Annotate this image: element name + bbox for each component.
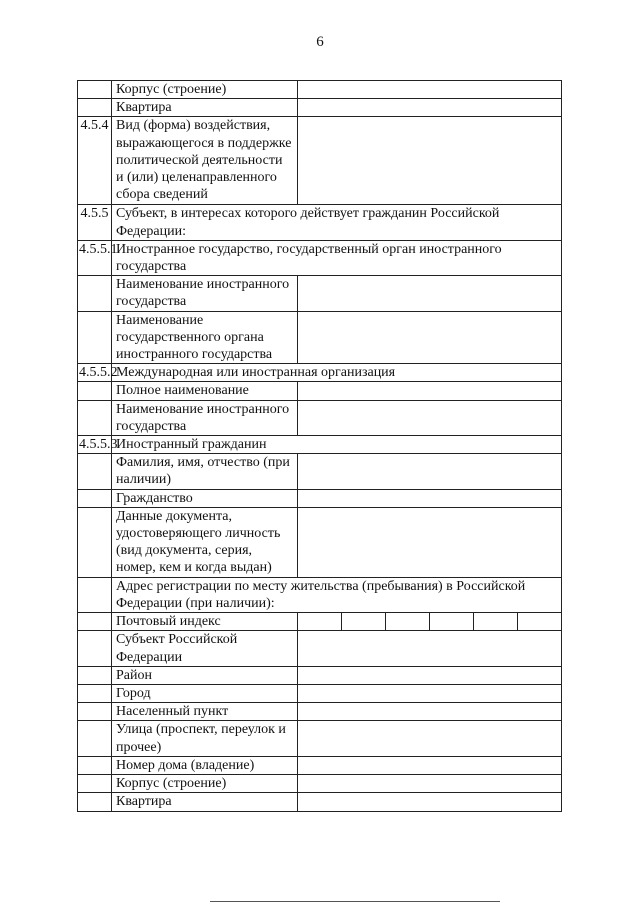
page-bottom-divider bbox=[210, 901, 500, 902]
foreign-state-name-field-2[interactable] bbox=[298, 400, 562, 435]
number-cell bbox=[78, 685, 112, 703]
table-row bbox=[78, 400, 562, 435]
table-row bbox=[78, 117, 562, 205]
number-cell bbox=[78, 489, 112, 507]
table-row bbox=[78, 613, 562, 631]
section-number: 4.5.5.3 bbox=[79, 437, 118, 453]
table-row bbox=[78, 793, 562, 811]
section-heading: Субъект, в интересах которого действует гражданин Российской Федерации: bbox=[112, 205, 562, 240]
table-row bbox=[78, 703, 562, 721]
id-doc-field[interactable] bbox=[298, 507, 562, 577]
number-cell bbox=[78, 382, 112, 400]
table-row bbox=[78, 775, 562, 793]
kvartira-value-field[interactable] bbox=[298, 99, 562, 117]
postal-digit-box[interactable] bbox=[298, 613, 341, 630]
table-row bbox=[78, 436, 562, 454]
number-cell bbox=[78, 577, 112, 612]
table-row bbox=[78, 685, 562, 703]
field-label: Город bbox=[112, 685, 298, 703]
number-cell bbox=[78, 454, 112, 489]
field-label: Улица (проспект, переулок и прочее) bbox=[112, 721, 298, 756]
number-cell bbox=[78, 775, 112, 793]
field-label: Наименование иностранного государства bbox=[112, 400, 298, 435]
section-number: 4.5.5 bbox=[78, 205, 112, 240]
number-cell bbox=[78, 311, 112, 364]
number-cell bbox=[78, 793, 112, 811]
number-cell bbox=[78, 613, 112, 631]
field-label: Квартира bbox=[112, 793, 298, 811]
full-name-field[interactable] bbox=[298, 382, 562, 400]
postal-index-boxes bbox=[298, 613, 561, 630]
table-row bbox=[78, 311, 562, 364]
field-label: Населенный пункт bbox=[112, 703, 298, 721]
field-label: Наименование иностранного государства bbox=[112, 276, 298, 311]
table-row bbox=[78, 756, 562, 774]
page-number: 6 bbox=[316, 34, 324, 50]
table-row bbox=[78, 205, 562, 240]
number-cell bbox=[78, 703, 112, 721]
number-cell bbox=[78, 400, 112, 435]
postal-digit-box[interactable] bbox=[429, 613, 473, 630]
table-row bbox=[78, 666, 562, 684]
postal-index-field[interactable] bbox=[298, 613, 562, 631]
section-heading: Международная или иностранная организация bbox=[112, 364, 562, 382]
field-label: Корпус (строение) bbox=[112, 775, 298, 793]
number-cell bbox=[78, 276, 112, 311]
subject-rf-field[interactable] bbox=[298, 631, 562, 666]
number-cell bbox=[78, 666, 112, 684]
section-number: 4.5.4 bbox=[78, 117, 112, 205]
address-heading: Адрес регистрации по месту жительства (пребывания) в Российской Федерации (при наличии): bbox=[112, 577, 562, 612]
table-row bbox=[78, 577, 562, 612]
foreign-organ-name-field[interactable] bbox=[298, 311, 562, 364]
postal-digit-box[interactable] bbox=[385, 613, 429, 630]
street-field[interactable] bbox=[298, 721, 562, 756]
citizenship-field[interactable] bbox=[298, 489, 562, 507]
number-cell bbox=[78, 721, 112, 756]
number-cell bbox=[78, 81, 112, 99]
table-row bbox=[78, 382, 562, 400]
section-heading: Иностранное государство, государственный орган иностранного государства bbox=[112, 240, 562, 275]
table-row bbox=[78, 454, 562, 489]
foreign-state-name-field[interactable] bbox=[298, 276, 562, 311]
vid-formy-value-field[interactable] bbox=[298, 117, 562, 205]
table-row bbox=[78, 507, 562, 577]
field-label: Наименование государственного органа иностранного государства bbox=[112, 311, 298, 364]
postal-digit-box[interactable] bbox=[473, 613, 517, 630]
table-row bbox=[78, 276, 562, 311]
fio-field[interactable] bbox=[298, 454, 562, 489]
number-cell bbox=[78, 99, 112, 117]
field-label: Корпус (строение) bbox=[112, 81, 298, 99]
kvartira-value-field-2[interactable] bbox=[298, 793, 562, 811]
table-row bbox=[78, 721, 562, 756]
table-row bbox=[78, 81, 562, 99]
form-table bbox=[77, 80, 562, 812]
city-field[interactable] bbox=[298, 685, 562, 703]
table-row bbox=[78, 99, 562, 117]
field-label: Фамилия, имя, отчество (при наличии) bbox=[112, 454, 298, 489]
field-label: Район bbox=[112, 666, 298, 684]
number-cell bbox=[78, 631, 112, 666]
settlement-field[interactable] bbox=[298, 703, 562, 721]
postal-digit-box[interactable] bbox=[341, 613, 385, 630]
field-label: Вид (форма) воздействия, выражающегося в поддержке политической деятельности и (или) целенаправленного сбора сведений bbox=[112, 117, 298, 205]
field-label: Номер дома (владение) bbox=[112, 756, 298, 774]
field-label: Гражданство bbox=[112, 489, 298, 507]
field-label: Квартира bbox=[112, 99, 298, 117]
table-row bbox=[78, 631, 562, 666]
table-row bbox=[78, 489, 562, 507]
field-label: Субъект Российской Федерации bbox=[112, 631, 298, 666]
section-number: 4.5.5.2 bbox=[79, 365, 118, 381]
table-row bbox=[78, 240, 562, 275]
house-field[interactable] bbox=[298, 756, 562, 774]
field-label: Данные документа, удостоверяющего личность (вид документа, серия, номер, кем и когда выдан) bbox=[112, 507, 298, 577]
number-cell bbox=[78, 507, 112, 577]
field-label: Почтовый индекс bbox=[112, 613, 298, 631]
section-number: 4.5.5.1 bbox=[78, 240, 112, 275]
district-field[interactable] bbox=[298, 666, 562, 684]
field-label: Полное наименование bbox=[112, 382, 298, 400]
number-cell bbox=[78, 756, 112, 774]
korpus-value-field-2[interactable] bbox=[298, 775, 562, 793]
postal-digit-box[interactable] bbox=[517, 613, 561, 630]
korpus-value-field[interactable] bbox=[298, 81, 562, 99]
table-row bbox=[78, 364, 562, 382]
section-heading: Иностранный гражданин bbox=[112, 436, 562, 454]
